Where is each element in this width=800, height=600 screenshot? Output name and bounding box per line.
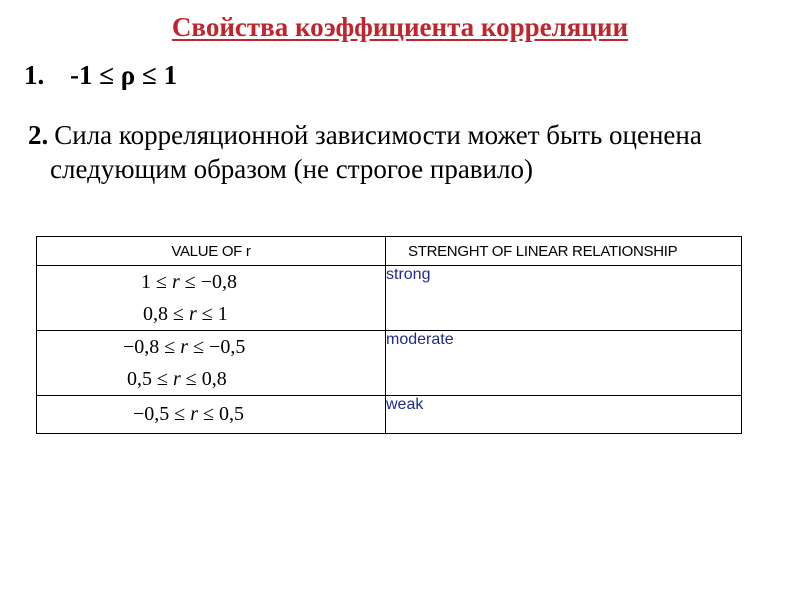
property-1	[24, 60, 177, 91]
range-expression: 0,5 ≤ r ≤ 0,8	[127, 368, 227, 390]
strength-cell: moderate	[386, 331, 742, 396]
property-2-line2: следующим образом (не строгое правило)	[50, 154, 533, 184]
property-1-text: -1 ≤ ρ ≤ 1	[70, 60, 178, 90]
correlation-strength-table	[36, 236, 742, 434]
table-header-row	[37, 237, 742, 266]
property-2-number: 2.	[28, 120, 49, 150]
table-row	[37, 266, 742, 331]
range-cell	[37, 396, 386, 434]
header-value-of-r: VALUE OF r	[37, 237, 386, 266]
property-2-line1: Сила корреляционной зависимости может быть оценена	[54, 120, 702, 150]
slide-title: Свойства коэффициента корреляции	[171, 12, 629, 42]
strength-cell: weak	[386, 396, 742, 434]
table-row	[37, 331, 742, 396]
table-row	[37, 396, 742, 434]
range-expression: 0,8 ≤ r ≤ 1	[143, 303, 228, 325]
range-expression: −0,8 ≤ r ≤ −0,5	[123, 336, 246, 358]
range-cell	[37, 331, 386, 396]
strength-cell: strong	[386, 266, 742, 331]
range-cell	[37, 266, 386, 331]
range-expression: −0,5 ≤ r ≤ 0,5	[133, 403, 245, 425]
header-strength: STRENGHT OF LINEAR RELATIONSHIP	[386, 237, 742, 266]
property-2	[28, 118, 768, 186]
range-expression: 1 ≤ r ≤ −0,8	[141, 271, 238, 293]
property-1-number: 1.	[24, 60, 45, 90]
